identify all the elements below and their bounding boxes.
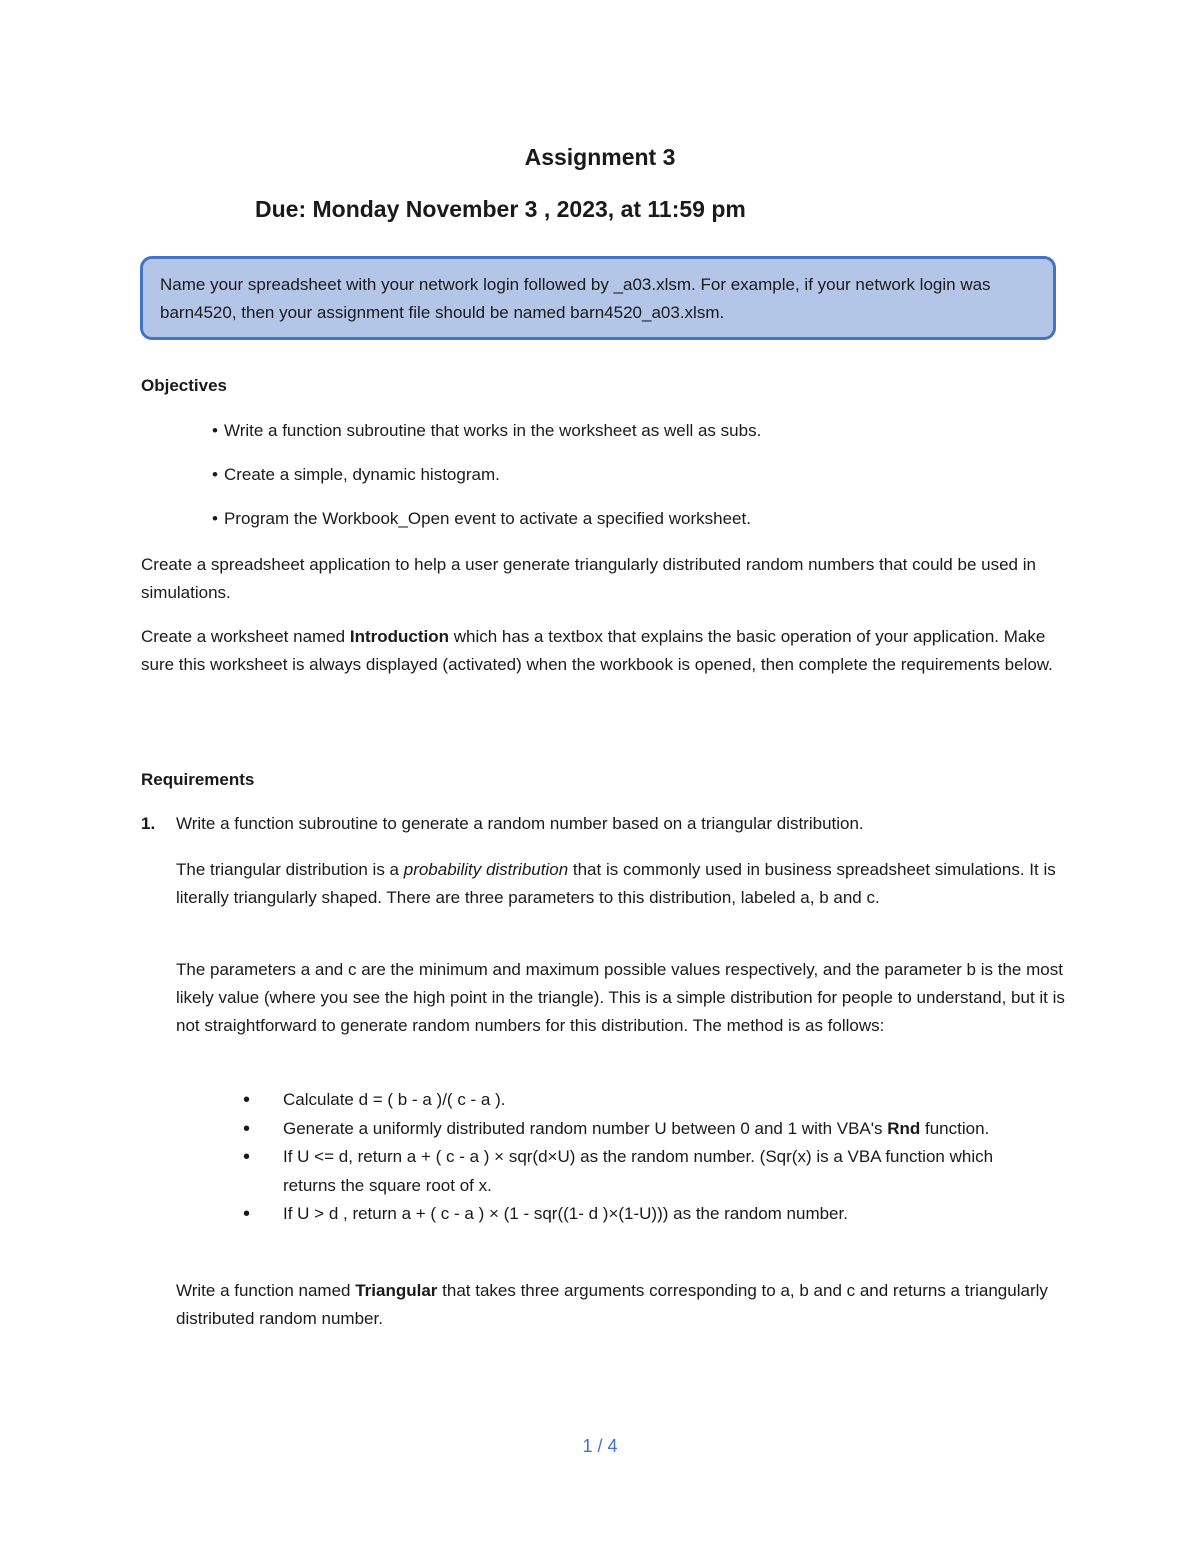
method-step	[243, 1143, 1043, 1200]
objective-item	[212, 509, 751, 529]
introduction-sheet-name: Introduction	[349, 627, 449, 646]
document-title: Assignment 3	[524, 144, 676, 170]
bullet-icon: •	[212, 421, 218, 440]
intro-paragraph: Create a spreadsheet application to help a user generate triangularly distributed random numbers that could be used in simulations.	[141, 555, 1036, 602]
requirements-heading: Requirements	[141, 770, 255, 789]
introduction-sheet-paragraph	[141, 623, 1061, 679]
triangular-description-paragraph	[176, 856, 1066, 912]
triangular-function-name: Triangular	[355, 1281, 438, 1300]
method-step	[243, 1200, 1043, 1229]
paragraph-text: The triangular distribution is a	[176, 860, 404, 879]
bullet-icon: •	[243, 1203, 251, 1225]
objective-text: Program the Workbook_Open event to activate a specified worksheet.	[223, 509, 751, 528]
objective-item	[212, 421, 761, 441]
method-steps-list	[243, 1086, 1043, 1229]
bullet-icon: •	[212, 509, 218, 528]
step-text: Calculate d = ( b - a )/( c - a ).	[283, 1090, 506, 1109]
bullet-icon: •	[212, 465, 218, 484]
requirement-text: Write a function subroutine to generate a random number based on a triangular distribution.	[176, 814, 864, 833]
naming-callout-box	[140, 256, 1056, 340]
naming-callout-text: Name your spreadsheet with your network login followed by _a03.xlsm. For example, if your network login was barn4520, then your assignment file should be named barn4520_a03.xlsm.	[160, 275, 991, 322]
paragraph-text: that is commonly used in business spreadsheet simulations. It is literally triangularly shaped. There are three parameters to this distribution, labeled a, b and c.	[176, 860, 1056, 907]
bullet-icon: •	[243, 1117, 251, 1140]
paragraph-text: Write a function named	[176, 1281, 356, 1300]
step-text: If U > d , return a + ( c - a ) × (1 - sqr((1- d )×(1-U))) as the random number.	[283, 1204, 848, 1223]
parameters-paragraph: The parameters a and c are the minimum and maximum possible values respectively, and the parameter b is the most likely value (where you see the high point in the triangle). This is a simple distribution for people to understand, but it is not straightforward to generate random numbers for this distribution. The method is as follows:	[176, 960, 1065, 1035]
requirement-number: 1.	[141, 814, 156, 833]
objectives-heading: Objectives	[141, 376, 227, 395]
triangular-function-paragraph	[176, 1277, 1066, 1333]
due-date: Due: Monday November 3 , 2023, at 11:59 pm	[255, 196, 746, 222]
method-step	[243, 1115, 1043, 1144]
method-step	[243, 1086, 1043, 1115]
bullet-icon: •	[243, 1089, 251, 1111]
paragraph-text: which has a textbox that explains the basic operation of your application. Make sure this worksheet is always displayed (activated) when the workbook is opened, then complete the requirements below.	[141, 627, 1053, 674]
step-text: Generate a uniformly distributed random number U between 0 and 1 with VBA's	[283, 1118, 888, 1138]
step-text: If U <= d, return a + ( c - a ) × sqr(d×U) as the random number. (Sqr(x) is a VBA function which returns the square root of x.	[283, 1147, 994, 1195]
step-text: function.	[920, 1118, 990, 1138]
paragraph-text: Create a worksheet named	[141, 627, 350, 646]
rnd-function-name: Rnd	[887, 1118, 921, 1138]
bullet-icon: •	[243, 1146, 251, 1168]
page-number: 1 / 4	[582, 1436, 618, 1456]
objective-text: Write a function subroutine that works in the worksheet as well as subs.	[223, 421, 762, 440]
objective-text: Create a simple, dynamic histogram.	[223, 465, 500, 484]
requirement-item-1	[141, 814, 864, 834]
paragraph-text: that takes three arguments corresponding to a, b and c and returns a triangularly distributed random number.	[176, 1281, 1048, 1328]
probability-distribution-term: probability distribution	[403, 860, 569, 879]
objective-item	[212, 465, 500, 485]
